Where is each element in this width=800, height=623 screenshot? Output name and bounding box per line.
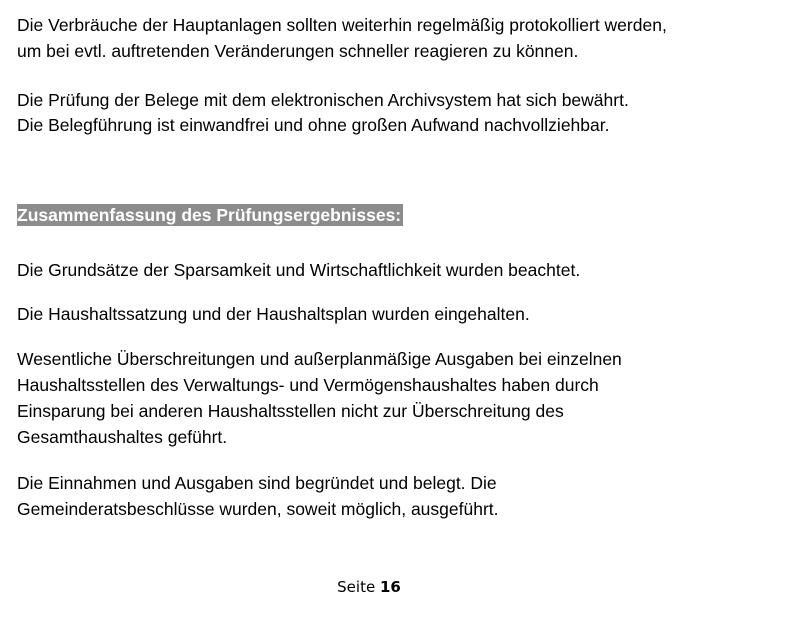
paragraph-belege xyxy=(17,88,787,138)
paragraph-line: Wesentliche Überschreitungen und außerplanmäßige Ausgaben bei einzelnen xyxy=(17,349,622,369)
page-footer xyxy=(0,577,738,597)
paragraph-haushaltssatzung xyxy=(17,301,787,327)
paragraph-line: Die Haushaltssatzung und der Haushaltsplan wurden eingehalten. xyxy=(17,304,530,324)
paragraph-protokoll xyxy=(17,12,787,64)
page-label: Seite xyxy=(337,578,376,596)
section-heading: Zusammenfassung des Prüfungsergebnisses: xyxy=(17,205,402,225)
paragraph-einnahmen xyxy=(17,470,787,522)
paragraph-grundsaetze xyxy=(17,257,787,283)
paragraph-line: Gemeinderatsbeschlüsse wurden, soweit möglich, ausgeführt. xyxy=(17,499,499,519)
paragraph-line: Einsparung bei anderen Haushaltsstellen nicht zur Überschreitung des xyxy=(17,401,564,421)
paragraph-line: Die Belegführung ist einwandfrei und ohne großen Aufwand nachvollziehbar. xyxy=(17,115,610,135)
paragraph-line: Gesamthaushaltes geführt. xyxy=(17,427,228,447)
page-number: 16 xyxy=(379,578,401,596)
paragraph-line: Die Einnahmen und Ausgaben sind begründet und belegt. Die xyxy=(17,473,497,493)
paragraph-line: um bei evtl. auftretenden Veränderungen schneller reagieren zu können. xyxy=(17,41,579,61)
paragraph-line: Haushaltsstellen des Verwaltungs- und Vermögenshaushaltes haben durch xyxy=(17,375,599,395)
paragraph-line: Die Prüfung der Belege mit dem elektronischen Archivsystem hat sich bewährt. xyxy=(17,90,629,110)
paragraph-line: Die Verbräuche der Hauptanlagen sollten weiterhin regelmäßig protokolliert werden, xyxy=(17,15,667,35)
paragraph-line: Die Grundsätze der Sparsamkeit und Wirtschaftlichkeit wurden beachtet. xyxy=(17,260,581,280)
paragraph-ueberschreitungen xyxy=(17,346,787,450)
